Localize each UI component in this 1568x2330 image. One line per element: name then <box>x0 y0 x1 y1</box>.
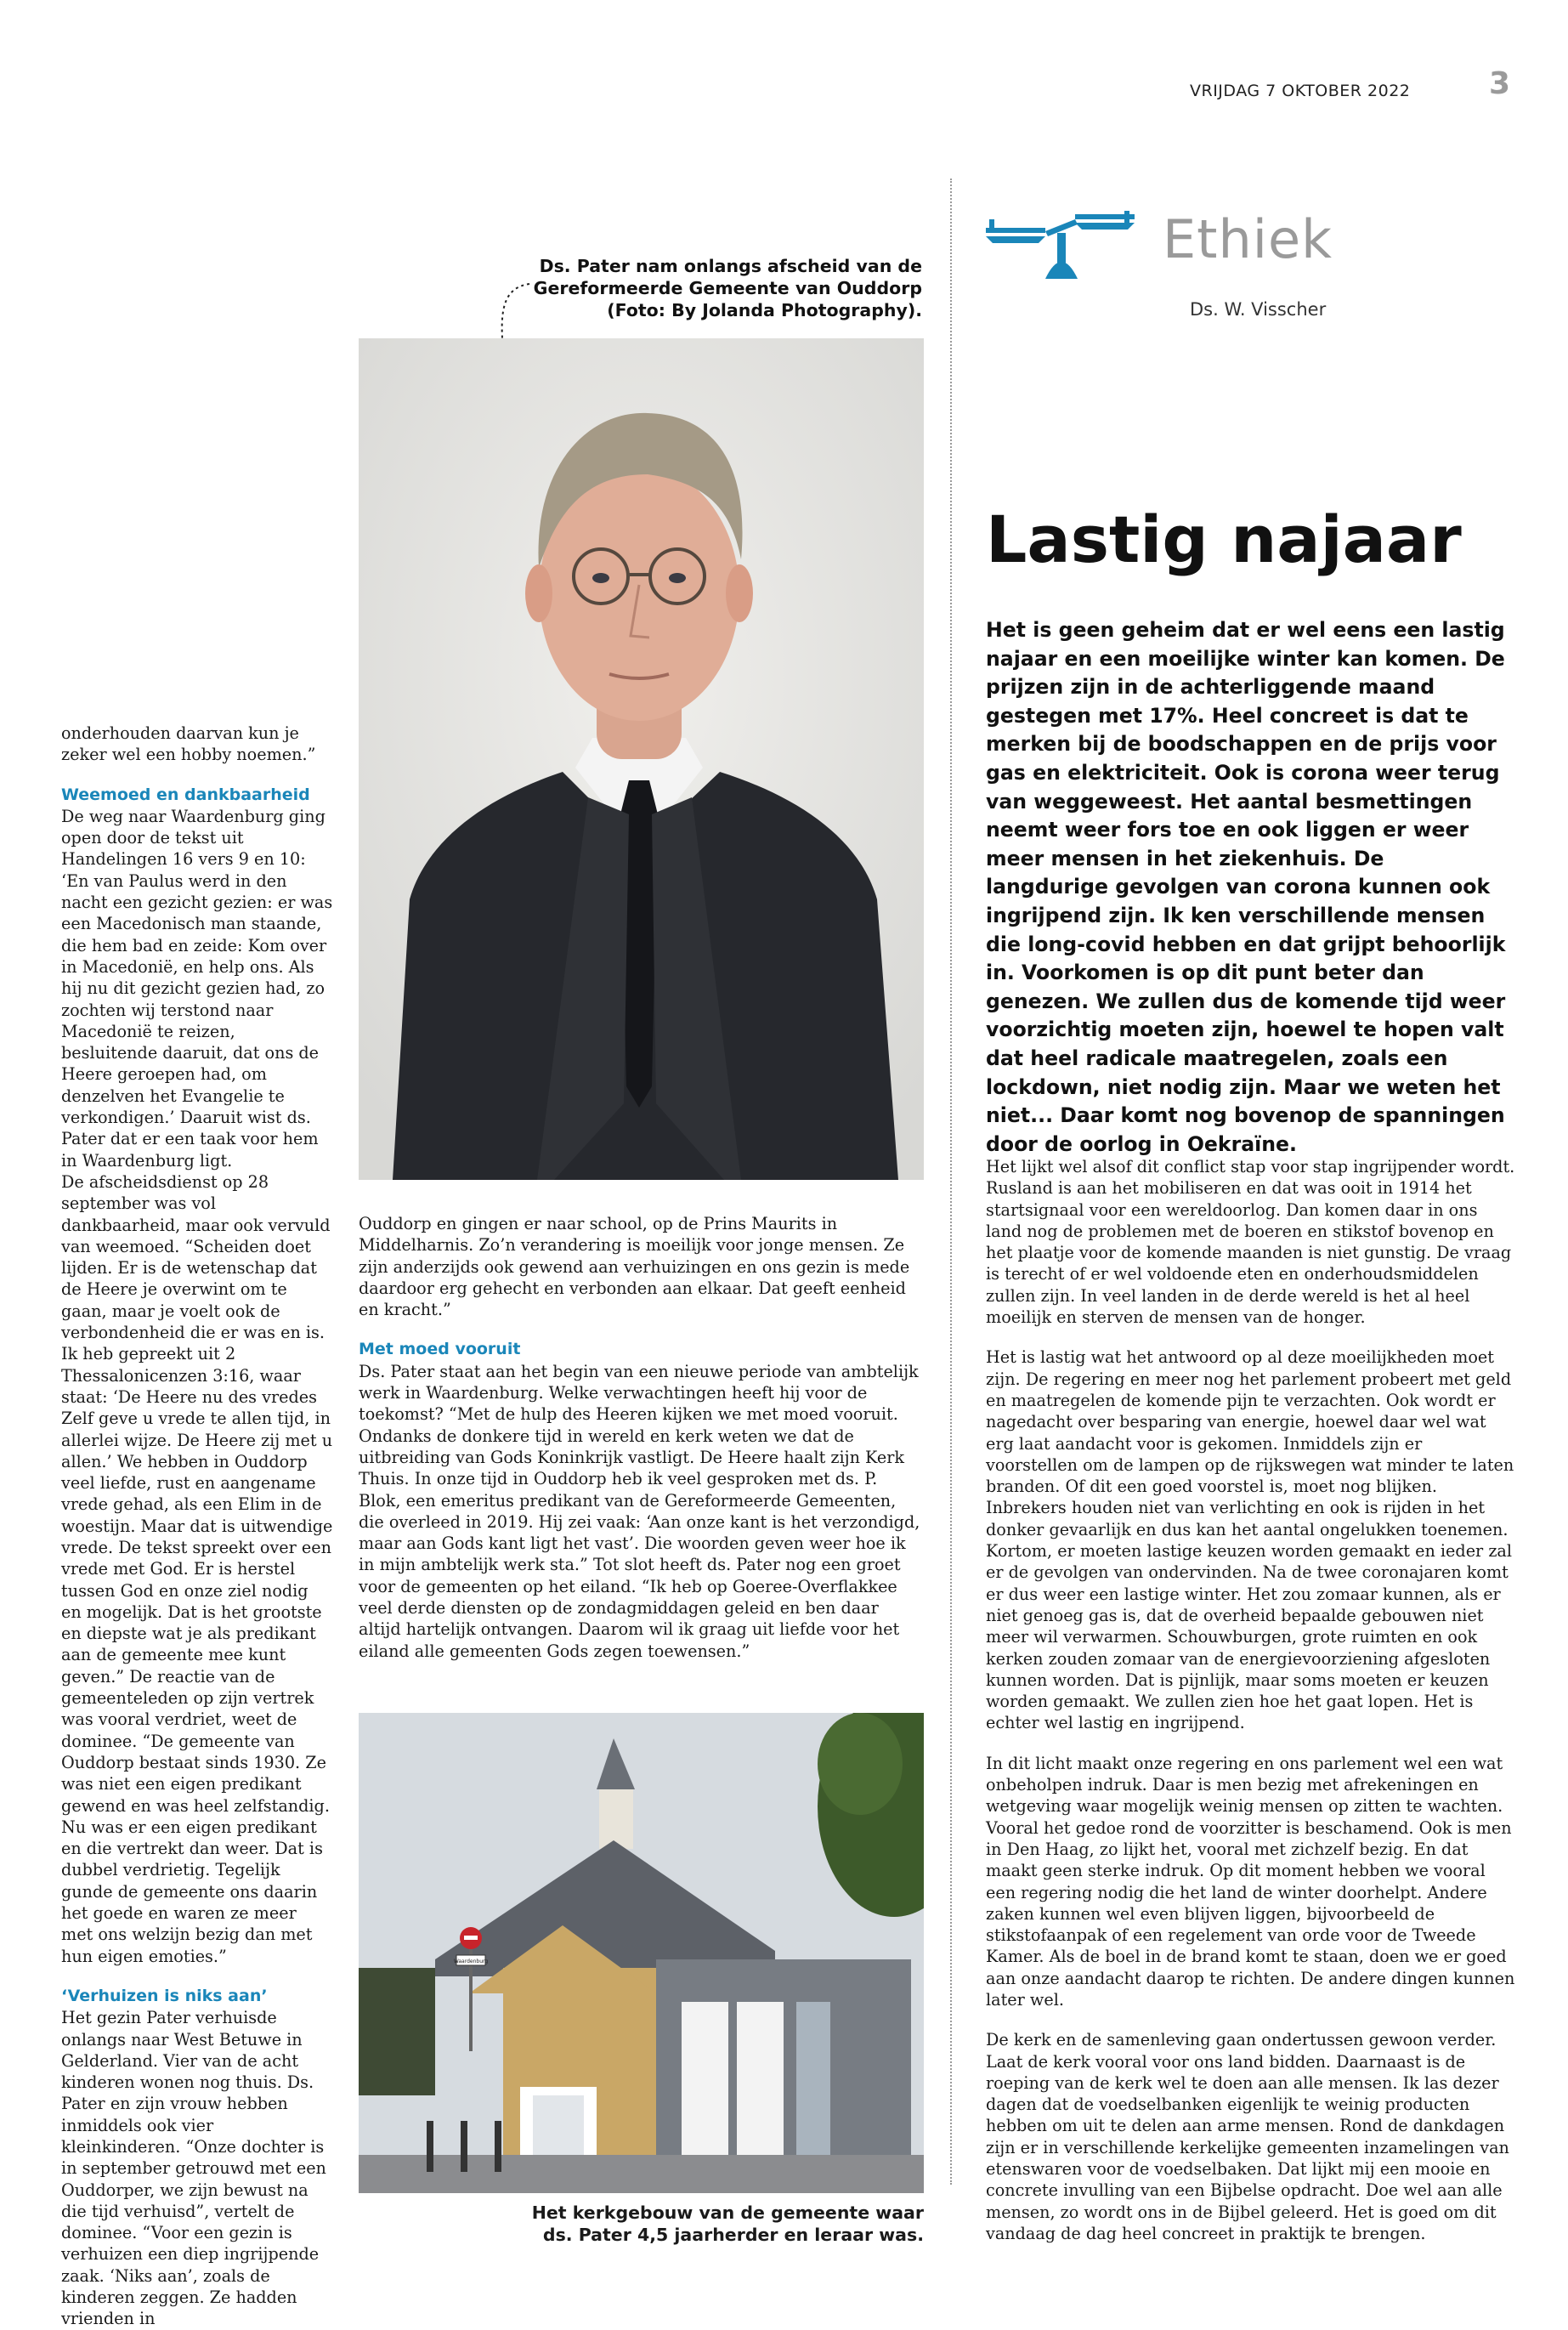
middle-column <box>359 1213 924 1662</box>
right-paragraph: Het lijkt wel alsof dit conflict stap voor stap ingrijpender wordt. Rusland is aan het mobiliseren en dat was ooit in 1914 het startsignaal voor een wereldoorlog. Dan komen daar in ons land nog de problemen met de boeren en stikstof bovenop en het plaatje voor de komende maanden is niet gunstig. De vraag is terecht of er wel voldoende eten en onderhoudsmiddelen zullen zijn. In veel landen in de derde wereld is het al heel moeilijk en sterven de mensen van de honger. <box>986 1157 1515 1328</box>
right-paragraph: De kerk en de samenleving gaan ondertussen gewoon verder. Laat de kerk vooral voor ons land bidden. Daarnaast is de roeping van de kerk wel te doen aan alle mensen. Ik las dezer dagen dat de voedselbanken eigenlijk te weinig producten hebben om uit te delen aan arme mensen. Rond de dankdagen zijn er in verschillende kerkelijke gemeenten inzamelingen van etenswaren voor de voedselbaken. Dat lijkt mij een mooie en concrete invulling van een Bijbelse opdracht. Doe wel aan alle mensen, zo wordt ons in de Bijbel geleerd. Het is goed om dit vandaag de dag heel concreet in praktijk te brengen. <box>986 2030 1509 2243</box>
caption-pointer-line <box>497 281 531 340</box>
right-paragraph: In dit licht maakt onze regering en ons parlement wel een wat onbeholpen indruk. Daar is men bezig met afrekeningen en wetgeving waar mogelijk weinig mensen op zitten te wachten. Vooral het gedoe rond de voorzitter is beschamend. Ook is men in Den Haag, zo lijkt het, vooral met zichzelf bezig. En dat maakt geen sterke indruk. Op dit moment hebben we vooral een regering nodig die het land de winter doorhelpt. Andere zaken kunnen wel even blijven liggen, bijvoorbeeld de stikstofaanpak of een regelement van orde voor de Tweede Kamer. Als de boel in de brand komt te staan, doen we er goed aan onze aandacht daarop te richten. De andere dingen kunnen later wel. <box>986 1753 1515 2010</box>
left-section2-text: Het gezin Pater verhuisde onlangs naar West Betuwe in Gelderland. Vier van de acht kinderen wonen nog thuis. Ds. Pater en zijn vrouw hebben inmiddels ook vier kleinkinderen. “Onze dochter is in september getrouwd met een Ouddorper, we zijn bewust na die tijd verhuisd”, vertelt de dominee. “Voor een gezin is verhuizen een diep ingrijpende zaak. ‘Niks aan’, zoals de kinderen zeggen. Ze hadden vrienden in <box>61 2008 326 2329</box>
right-column <box>986 1156 1517 2263</box>
page-number: 3 <box>1489 66 1511 101</box>
section-title-ethiek: Ethiek <box>1163 208 1333 270</box>
left-section1-text: De weg naar Waardenburg ging open door de tekst uit Handelingen 16 vers 9 en 10: ‘En van Paulus werd in den nacht een gezicht gezien: er was een Macedonisch man staande, die hem bad en zeide: Kom over in Macedonië, en help ons. Als hij nu dit gezicht gezien had, zo zochten wij terstond naar Macedonië te reizen, besluitende daaruit, dat ons de Heere geroepen had, om denzelven het Evangelie te verkondigen.’ Daaruit wist ds. Pater dat er een taak voor hem in Waardenburg ligt. <box>61 806 333 1171</box>
subhead-met-moed: Met moed vooruit <box>359 1340 521 1359</box>
author-byline: Ds. W. Visscher <box>1190 299 1327 320</box>
middle-section-text: Ds. Pater staat aan het begin van een nieuwe periode van ambtelijk werk in Waardenburg. Welke verwachtingen heeft hij voor de toekomst? “Met de hulp des Heeren kijken we met moed vooruit. Ondanks de donkere tijd in wereld en kerk weten we dat de uitbreiding van Gods Koninkrijk vastligt. De Heere haalt zijn Kerk Thuis. In onze tijd in Ouddorp heb ik veel gesproken met ds. P. Blok, een emeritus predikant van de Gereformeerde Gemeenten, die overleed in 2019. Hij zei vaak: ‘Aan onze kant is het verzondigd, maar aan Gods kant ligt het vast’. Die woorden geven weer hoe ik in mijn ambtelijk werk sta.” Tot slot heeft ds. Pater nog een groet voor de gemeenten op het eiland. “Ik heb op Goeree-Overflakkee veel derde diensten op de zondagmiddagen geleid en ben daar altijd hartelijk ontvangen. Daarom wil ik graag uit liefde voor het eiland alle gemeenten Gods zegen toewensen.” <box>359 1361 920 1661</box>
right-paragraph: Het is lastig wat het antwoord op al deze moeilijkheden moet zijn. De regering en meer nog het parlement probeert met geld en maatregelen de komende pijn te verzachten. Ook wordt er nagedacht over besparing van energie, hoewel daar wel wat erg laat aandacht voor is gekomen. Inmiddels zijn er voorstellen om de lampen op de rijkswegen wat minder te laten branden. Of dit een goed voorstel is, moet nog blijken. Inbrekers houden niet van verlichting en ook is rijden in het donker gevaarlijk en dus kan het aantal ongelukken toenemen. Kortom, er moeten lastige keuzen worden gemaakt en ieder zal er de gevolgen van ondervinden. Na de twee coronajaren komt er dus weer een lastige winter. Het zou zomaar kunnen, als er niet genoeg gas is, dat de overheid bepaalde gebouwen niet meer wil verwarmen. Schouwburgen, grote ruimten en ook kerken zouden zomaar van de energievoorziening afgesloten kunnen worden. Dat is pijnlijk, maar soms moeten er keuzen worden gemaakt. We zullen zien hoe het gaat lopen. Het is echter wel lastig en ingrijpend. <box>986 1347 1514 1733</box>
article-lead: Het is geen geheim dat er wel eens een lastig najaar en een moeilijke winter kan komen. De prijzen zijn in de achterliggende maand gestegen met 17%. Heel concreet is dat te merken bij de boodschappen en de prijs voor gas en elektriciteit. Ook is corona weer terug van weggeweest. Het aantal besmettingen neemt weer fors toe en ook liggen er weer meer mensen in het ziekenhuis. De langdurige gevolgen van corona kunnen ook ingrijpend zijn. Ik ken verschillende mensen die long-covid hebben en dat grijpt behoorlijk in. Voorkomen is op dit punt beter dan genezen. We zullen dus de komende tijd weer voorzichtig moeten zijn, hoewel te hopen valt dat heel radicale maatregelen, zoals een lockdown, niet nodig zijn. Maar we weten het niet... Daar komt nog bovenop de spanningen door de oorlog in Oekraïne. <box>986 618 1506 1156</box>
portrait-photo <box>359 338 924 1180</box>
photo-caption-top: Ds. Pater nam onlangs afscheid van de Gereformeerde Gemeente van Ouddorp (Foto: By Jolanda Photography). <box>533 256 922 320</box>
photo-caption-bottom: Het kerkgebouw van de gemeente waar ds. Pater 4,5 jaarherder en leraar was. <box>531 2202 924 2245</box>
issue-date: VRIJDAG 7 OKTOBER 2022 <box>1190 82 1411 100</box>
left-section1-text2: De afscheidsdienst op 28 september was vol dankbaarheid, maar ook vervuld van weemoed. “Scheiden doet lijden. Er is de wetenschap dat de Heere je overwint om te gaan, maar je voelt ook de verbondenheid die er was en is. Ik heb gepreekt uit 2 Thessalonicenzen 3:16, waar staat: ‘De Heere nu des vredes Zelf geve u vrede te allen tijd, in allerlei wijze. De Heere zij met u allen.’ We hebben in Ouddorp veel liefde, rust en aangename vrede gehad, als een Elim in de woestijn. Maar dat is uitwendige vrede. De tekst spreekt over een vrede met God. Er is herstel tussen God en onze ziel nodig en mogelijk. Dat is het grootste en diepste wat je als predikant aan de gemeente mee kunt geven.” De reactie van de gemeenteleden op zijn vertrek was vooral verdriet, weet de dominee. “De gemeente van Ouddorp bestaat sinds 1930. Ze was niet een eigen predikant gewend en was heel zelfstandig. Nu was er een eigen predikant en die vertrekt dan weer. Dat is dubbel verdrietig. Tegelijk gunde de gemeente ons daarin het goede en waren ze meer met ons welzijn bezig dan met hun eigen emoties.” <box>61 1171 333 1966</box>
left-intro-text: onderhouden daarvan kun je zeker wel een hobby noemen.” <box>61 723 316 765</box>
subhead-verhuizen: ‘Verhuizen is niks aan’ <box>61 1986 268 2005</box>
middle-intro-text: Ouddorp en gingen er naar school, op de Prins Maurits in Middelharnis. Zo’n verandering is moeilijk voor jonge mensen. Ze zijn anderzijds ook gewend aan verhuizingen en ons gezin is mede daardoor erg gehecht en verbonden aan elkaar. Dat geeft eenheid en kracht.” <box>359 1214 910 1320</box>
subhead-weemoed: Weemoed en dankbaarheid <box>61 785 310 804</box>
left-column <box>61 723 333 2330</box>
church-photo <box>359 1713 924 2193</box>
scales-icon <box>986 211 1139 287</box>
article-headline: Lastig najaar <box>986 502 1462 577</box>
street-sign-text: Waardenburg <box>453 1959 489 1964</box>
column-divider <box>950 179 952 2185</box>
